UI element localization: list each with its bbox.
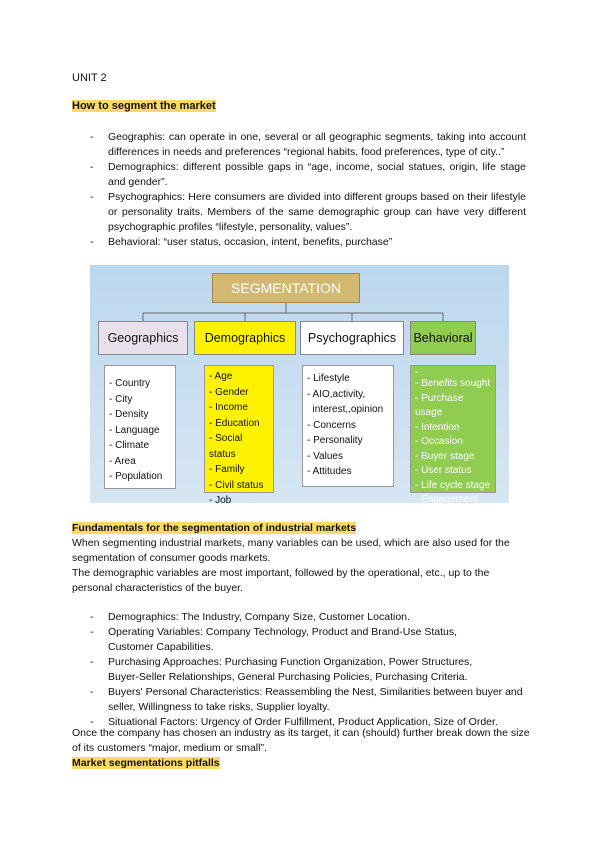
heading-pitfalls	[72, 756, 532, 771]
segmentation-diagram	[90, 265, 509, 506]
list-item: - Situational Factors: Urgency of Order Fulfillment, Product Application, Size of Order.	[72, 715, 526, 730]
list-item: - Buyer stage	[415, 450, 475, 462]
psychographics-header: Psychographics	[300, 321, 404, 355]
geographics-items	[104, 365, 176, 489]
list-item: - Gender	[209, 386, 249, 398]
list-item: - Intention	[415, 421, 460, 433]
list-item: - Buyers' Personal Characteristics: Reassembling the Nest, Similarities between buyer and seller, Willingness to take risks, Supplier loyalty.	[72, 685, 526, 715]
behavioral-items	[410, 365, 496, 505]
list-item: - Personality	[307, 435, 363, 446]
psychographics-items	[302, 365, 394, 487]
list-item: - Job	[209, 495, 232, 506]
industrial-variables-list	[72, 610, 526, 730]
paragraph: When segmenting industrial markets, many variables can be used, which are also used for the segmentation of consumer goods markets.	[72, 537, 510, 564]
heading-industrial-markets	[72, 521, 532, 536]
geographics-header: Geographics	[98, 321, 188, 355]
list-item: - Purchasing Approaches: Purchasing Function Organization, Power Structures, Buyer-Seller Relationships, General Purchasing Policies, Purchasing Criteria.	[72, 655, 526, 685]
heading-text: Market segmentations pitfalls	[72, 757, 220, 769]
demographics-items	[204, 365, 274, 506]
list-item: - Concerns	[307, 419, 356, 431]
heading-text: How to segment the market	[72, 100, 216, 112]
unit-label: UNIT 2	[72, 72, 107, 84]
list-item: interest,,opinion	[307, 404, 384, 415]
behavioral-header: Behavioral	[410, 321, 476, 355]
list-item: - AIO,activity,	[307, 388, 366, 400]
list-item: - Age	[209, 371, 233, 382]
list-item: - Population	[109, 471, 163, 482]
segment-bases-list	[72, 130, 526, 250]
list-item: - Behavioral: “user status, occasion, intent, benefits, purchase”	[72, 235, 526, 250]
list-item: - Family	[209, 464, 245, 475]
demographics-header: Demographics	[194, 321, 296, 355]
list-item: - Life cycle stage	[415, 479, 491, 491]
list-item: - Education	[209, 417, 260, 429]
list-item: - Civil status	[209, 479, 264, 491]
paragraph: Once the company has chosen an industry as its target, it can (should) further break down the size of its customers “major, medium or small”.	[72, 727, 530, 754]
list-item: - Social status	[209, 433, 243, 460]
list-item: - Geographis: can operate in one, several or all geographic segments, taking into account differences in needs and preferences “regional habits, food preferences, type of city..”	[72, 130, 526, 160]
list-item: - Engagement	[415, 494, 478, 505]
list-item: - Density	[109, 409, 149, 420]
list-item: - Income	[209, 402, 248, 413]
list-item: - Language	[109, 424, 160, 436]
list-item: -	[415, 367, 419, 378]
list-item: - Purchase usage	[415, 392, 464, 418]
list-item: - Occasion	[415, 436, 463, 447]
list-item: - Benefits sought	[415, 378, 491, 389]
heading-segment-market	[72, 100, 216, 112]
list-item: - Area	[109, 455, 136, 467]
list-item: - Lifestyle	[307, 373, 350, 384]
segmentation-root: SEGMENTATION	[212, 273, 360, 303]
list-item: - Values	[307, 450, 343, 462]
list-item: - City	[109, 393, 133, 405]
list-item: - Attitudes	[307, 466, 352, 477]
list-item: - Demographics: The Industry, Company Size, Customer Location.	[72, 610, 526, 625]
paragraph: The demographic variables are most important, followed by the operational, etc., up to the personal characteristics of the buyer.	[72, 567, 490, 594]
list-item: - Psychographics: Here consumers are divided into different groups based on their lifestyle or personality traits. Members of the same demographic group can have very different psychographic profiles “lifestyle, personality, values”.	[72, 190, 526, 235]
list-item: - Operating Variables: Company Technology, Product and Brand-Use Status, Customer Capabilities.	[72, 625, 526, 655]
list-item: - Demographics: different possible gaps in “age, income, social statues, origin, life stage and gender”.	[72, 160, 526, 190]
heading-text: Fundamentals for the segmentation of industrial markets	[72, 522, 357, 534]
list-item: - Country	[109, 378, 151, 389]
list-item: - Climate	[109, 440, 150, 451]
list-item: - User status	[415, 465, 472, 476]
